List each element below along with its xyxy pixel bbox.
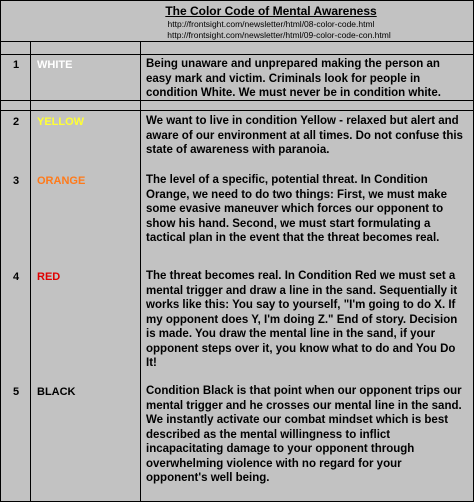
column-divider (30, 41, 31, 501)
table-header (1, 1, 473, 45)
condition-description: The threat becomes real. In Condition Red we must set a mental trigger and draw a line in the sand. Sequentially it works like this: You say to yourself, "I'm going to do X. If my opponent does Y, I'm doing Z." End of story. Decision is made. You draw the mental line in the sand, if your opponent steps over it, you know what to do and You Do It! (146, 270, 458, 369)
source-link-1[interactable]: http://frontsight.com/newsletter/html/08-color-code.html (167, 19, 375, 29)
row-number: 2 (13, 116, 20, 128)
row-number: 3 (13, 175, 20, 187)
condition-description: Being unaware and unprepared making the person an easy mark and victim. Criminals look for people in condition White. We must never be in condition white. (146, 58, 441, 99)
row-number: 5 (13, 386, 20, 398)
source-link-2[interactable]: http://frontsight.com/newsletter/html/09-color-code-con.html (167, 30, 391, 40)
condition-label-white: WHITE (37, 59, 73, 71)
condition-label-red: RED (37, 271, 61, 283)
column-divider (140, 41, 141, 501)
page-title: The Color Code of Mental Awareness (165, 4, 377, 18)
condition-label-yellow: YELLOW (37, 116, 85, 128)
row-number: 4 (13, 271, 20, 283)
condition-label-black: BLACK (37, 386, 76, 398)
row-number: 1 (13, 59, 20, 71)
condition-description: The level of a specific, potential threat. In Condition Orange, we need to do two things: First, we must make some evasive maneuver which forces our opponent to show his hand. Second, we must start formulating a tactical plan in the event that the threat becomes real. (146, 174, 447, 244)
divider (1, 110, 473, 111)
condition-description: Condition Black is that point when our opponent trips our mental trigger and he crosses our mental line in the sand. We instantly activate our combat mindset which is best described as the mental willingness to inflict incapacitating damage to your opponent through overwhelming violence with no regard for your opponent's well being. (146, 385, 462, 484)
condition-description: We want to live in condition Yellow - relaxed but alert and aware of our environment at all times. Do not confuse this state of awareness with paranoia. (146, 115, 463, 156)
condition-label-orange: ORANGE (37, 175, 86, 187)
divider (1, 41, 473, 42)
divider (1, 54, 473, 55)
